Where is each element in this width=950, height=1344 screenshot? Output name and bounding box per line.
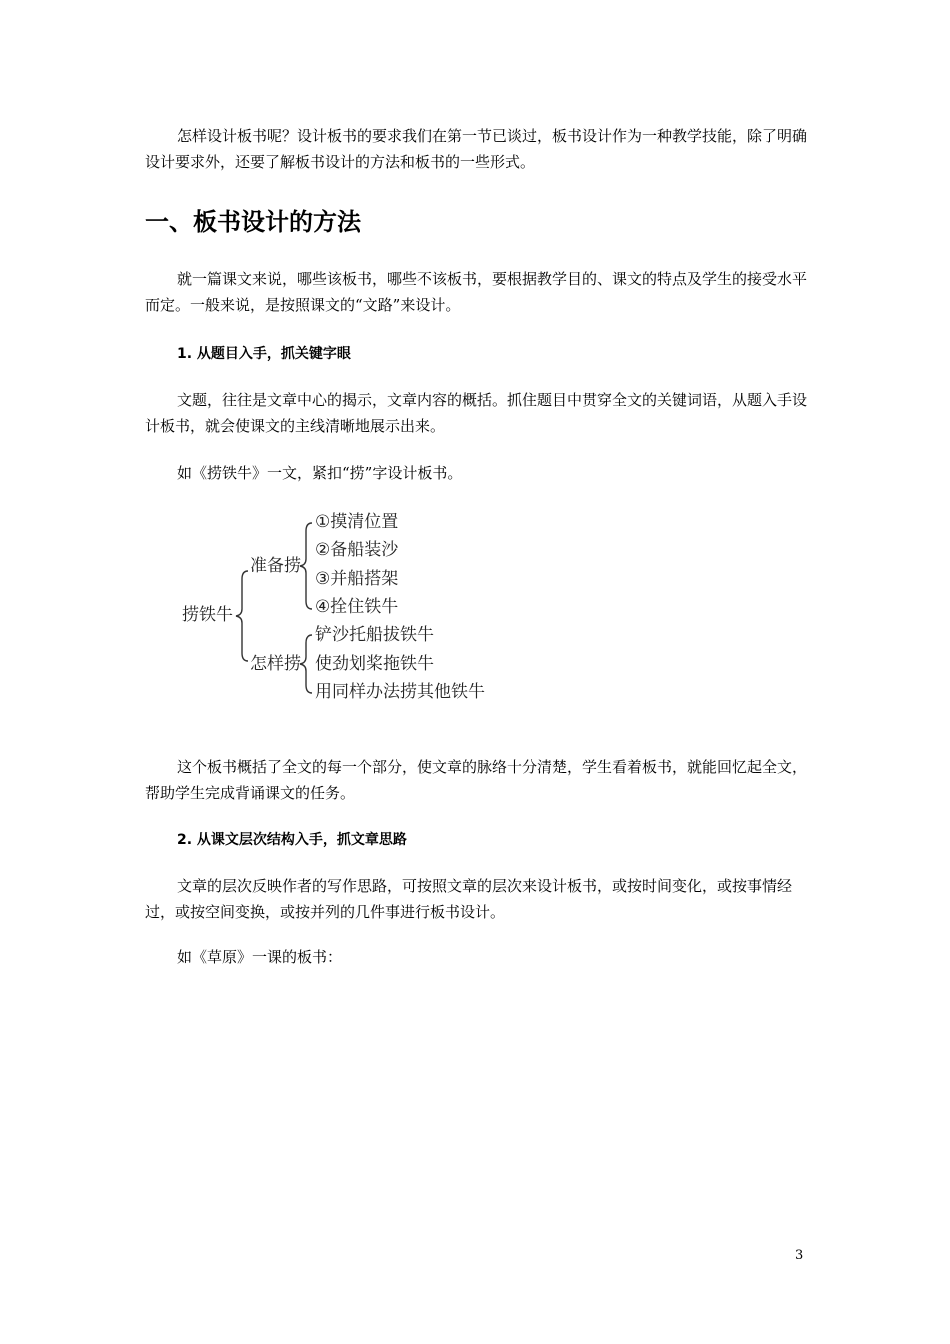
diagram-root-label: 捞铁牛 (182, 605, 233, 625)
branch-2-brace (300, 635, 312, 693)
blackboard-diagram (170, 505, 530, 710)
subsection-2-title: 2. 从课文层次结构入手，抓文章思路 (177, 832, 407, 848)
root-brace (236, 571, 248, 661)
diagram-branch-2-item-2: 使劲划桨拖铁牛 (315, 654, 434, 674)
subsection-1-paragraph-1: 文题，往往是文章中心的揭示，文章内容的概括。抓住题目中贯穿全文的关键词语，从题入手设计板书，就会使课文的主线清晰地展示出来。 (145, 391, 808, 435)
page-number: 3 (795, 1248, 804, 1263)
section-title: 一、板书设计的方法 (145, 208, 361, 236)
subsection-1-title: 1. 从题目入手，抓关键字眼 (177, 346, 351, 362)
diagram-branch-1-item-1: ①摸清位置 (315, 512, 399, 532)
diagram-branch-1-item-3: ③并船搭架 (315, 569, 399, 589)
diagram-branch-2-label: 怎样捞 (250, 654, 301, 674)
subsection-1-paragraph-2: 如《捞铁牛》一文，紧扣“捞”字设计板书。 (177, 464, 463, 482)
diagram-branch-2-item-1: 铲沙托船拔铁牛 (315, 625, 434, 645)
subsection-2-paragraph-2: 如《草原》一课的板书： (177, 948, 343, 966)
subsection-1-paragraph-3: 这个板书概括了全文的每一个部分，使文章的脉络十分清楚，学生看着板书，就能回忆起全文，帮助学生完成背诵课文的任务。 (145, 758, 808, 802)
branch-1-brace (300, 523, 312, 609)
diagram-branch-1-label: 准备捞 (250, 556, 301, 576)
diagram-branch-2-item-3: 用同样办法捞其他铁牛 (315, 682, 485, 702)
diagram-branch-1-item-4: ④拴住铁牛 (315, 597, 399, 617)
intro-paragraph: 怎样设计板书呢？设计板书的要求我们在第一节已谈过，板书设计作为一种教学技能，除了明确设计要求外，还要了解板书设计的方法和板书的一些形式。 (145, 127, 808, 171)
subsection-2-paragraph-1: 文章的层次反映作者的写作思路，可按照文章的层次来设计板书，或按时间变化，或按事情经过，或按空间变换，或按并列的几件事进行板书设计。 (145, 877, 793, 921)
section-intro-paragraph: 就一篇课文来说，哪些该板书，哪些不该板书，要根据教学目的、课文的特点及学生的接受水平而定。一般来说，是按照课文的“文路”来设计。 (145, 270, 808, 314)
diagram-branch-1-item-2: ②备船装沙 (315, 540, 399, 560)
